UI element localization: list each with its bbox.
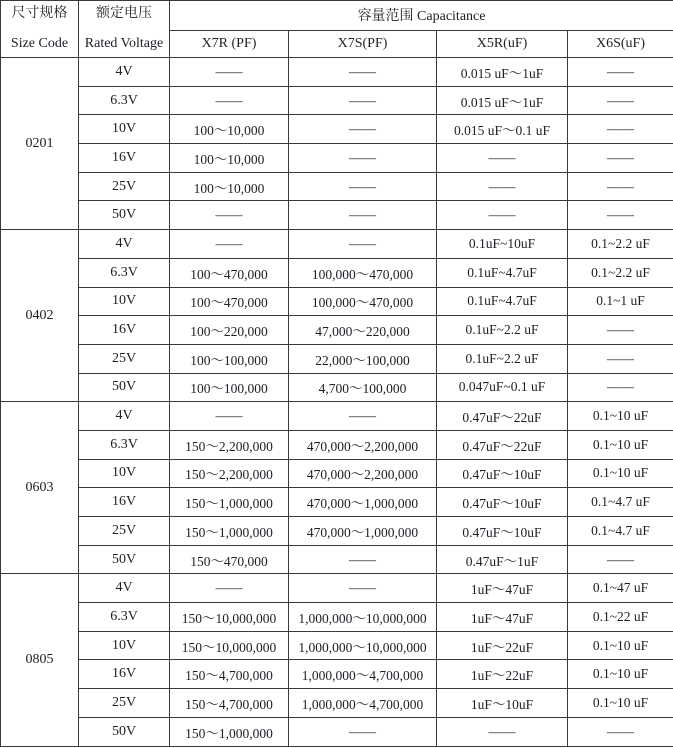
table-row — [1, 631, 673, 660]
x7s-value-cell: —— — [289, 115, 437, 144]
x7r-value-cell: —— — [170, 402, 289, 431]
table-row — [1, 660, 673, 689]
x7s-value-cell: 1,000,000～4,700,000 — [289, 689, 437, 718]
voltage-cell: 25V — [79, 689, 170, 718]
x5r-value-cell: 1uF～47uF — [437, 603, 568, 632]
x7s-value-cell: 1,000,000～10,000,000 — [289, 603, 437, 632]
table-row — [1, 287, 673, 316]
voltage-cell: 6.3V — [79, 258, 170, 287]
x7s-value-cell: 470,000～2,200,000 — [289, 430, 437, 459]
size-code-cell: 0603 — [1, 402, 79, 574]
voltage-cell: 25V — [79, 172, 170, 201]
x7s-value-cell: 470,000～2,200,000 — [289, 459, 437, 488]
x7r-value-cell: —— — [170, 201, 289, 230]
x5r-value-cell: 0.015 uF～0.1 uF — [437, 115, 568, 144]
voltage-cell: 16V — [79, 316, 170, 345]
table-row — [1, 373, 673, 402]
x6s-value-cell: —— — [568, 344, 673, 373]
x7s-value-cell: —— — [289, 201, 437, 230]
x7r-value-cell: 100～10,000 — [170, 115, 289, 144]
x5r-value-cell: —— — [437, 172, 568, 201]
x6s-value-cell: 0.1~10 uF — [568, 459, 673, 488]
x6s-value-cell: 0.1~4.7 uF — [568, 488, 673, 517]
x6s-value-cell: 0.1~47 uF — [568, 574, 673, 603]
voltage-cell: 16V — [79, 488, 170, 517]
x5r-value-cell: 0.47uF～10uF — [437, 517, 568, 546]
x5r-value-cell: 0.1uF~4.7uF — [437, 287, 568, 316]
x7s-value-cell: —— — [289, 230, 437, 259]
voltage-cell: 50V — [79, 717, 170, 746]
x7r-value-cell: 100～100,000 — [170, 373, 289, 402]
x6s-value-cell: 0.1~10 uF — [568, 631, 673, 660]
voltage-cell: 4V — [79, 58, 170, 87]
x5r-value-cell: 0.1uF~10uF — [437, 230, 568, 259]
x7s-value-cell: 4,700～100,000 — [289, 373, 437, 402]
table-row — [1, 517, 673, 546]
x6s-column-header: X6S(uF) — [568, 30, 673, 57]
x7r-value-cell: 100～470,000 — [170, 287, 289, 316]
x6s-value-cell: 0.1~10 uF — [568, 430, 673, 459]
x7r-value-cell: 150～2,200,000 — [170, 459, 289, 488]
voltage-cell: 10V — [79, 631, 170, 660]
x6s-value-cell: —— — [568, 86, 673, 115]
voltage-cell: 50V — [79, 201, 170, 230]
x7r-value-cell: —— — [170, 230, 289, 259]
x7r-value-cell: —— — [170, 58, 289, 87]
table-row — [1, 430, 673, 459]
x7r-value-cell: 150～4,700,000 — [170, 660, 289, 689]
x5r-value-cell: —— — [437, 144, 568, 173]
table-row — [1, 230, 673, 259]
table-row — [1, 717, 673, 746]
x6s-value-cell: —— — [568, 545, 673, 574]
table-row — [1, 316, 673, 345]
voltage-cell: 4V — [79, 230, 170, 259]
x7r-value-cell: 150～1,000,000 — [170, 488, 289, 517]
voltage-cell: 16V — [79, 144, 170, 173]
table-row — [1, 488, 673, 517]
x7r-value-cell: 150～10,000,000 — [170, 603, 289, 632]
x7s-value-cell: 470,000～1,000,000 — [289, 517, 437, 546]
capacitance-span-header: 容量范围 Capacitance — [170, 1, 673, 31]
voltage-cell: 25V — [79, 517, 170, 546]
voltage-cell: 50V — [79, 545, 170, 574]
x7s-value-cell: —— — [289, 172, 437, 201]
x7r-value-cell: 100～100,000 — [170, 344, 289, 373]
rated-voltage-header — [79, 1, 170, 58]
x7r-value-cell: 150～2,200,000 — [170, 430, 289, 459]
x7s-value-cell: 1,000,000～10,000,000 — [289, 631, 437, 660]
x6s-value-cell: 0.1~10 uF — [568, 689, 673, 718]
voltage-cell: 10V — [79, 115, 170, 144]
x7s-value-cell: 470,000～1,000,000 — [289, 488, 437, 517]
x7s-value-cell: —— — [289, 402, 437, 431]
voltage-cell: 10V — [79, 459, 170, 488]
x5r-value-cell: 1uF～10uF — [437, 689, 568, 718]
x6s-value-cell: 0.1~10 uF — [568, 402, 673, 431]
x5r-value-cell: 0.1uF~4.7uF — [437, 258, 568, 287]
header-row-top — [1, 1, 673, 31]
x7s-value-cell: 1,000,000～4,700,000 — [289, 660, 437, 689]
table-row — [1, 58, 673, 87]
x7s-value-cell: —— — [289, 58, 437, 87]
x7s-value-cell: —— — [289, 86, 437, 115]
x6s-value-cell: 0.1~2.2 uF — [568, 230, 673, 259]
x6s-value-cell: 0.1~10 uF — [568, 660, 673, 689]
x7s-column-header: X7S(PF) — [289, 30, 437, 57]
x6s-value-cell: 0.1~1 uF — [568, 287, 673, 316]
x7r-value-cell: 100～470,000 — [170, 258, 289, 287]
size-code-cell: 0201 — [1, 58, 79, 230]
x5r-value-cell: —— — [437, 717, 568, 746]
x7r-value-cell: 100～10,000 — [170, 172, 289, 201]
x5r-value-cell: 0.47uF～10uF — [437, 459, 568, 488]
table-row — [1, 115, 673, 144]
x6s-value-cell: —— — [568, 316, 673, 345]
rated-voltage-header-zh: 额定电压 — [96, 6, 152, 21]
x6s-value-cell: —— — [568, 172, 673, 201]
x6s-value-cell: 0.1~2.2 uF — [568, 258, 673, 287]
voltage-cell: 4V — [79, 574, 170, 603]
x5r-value-cell: 0.47uF～22uF — [437, 402, 568, 431]
x5r-value-cell: 1uF～47uF — [437, 574, 568, 603]
x7r-value-cell: —— — [170, 574, 289, 603]
table-row — [1, 689, 673, 718]
size-code-header-en: Size Code — [10, 35, 69, 51]
x7r-value-cell: 100～220,000 — [170, 316, 289, 345]
voltage-cell: 25V — [79, 344, 170, 373]
x6s-value-cell: —— — [568, 373, 673, 402]
x5r-value-cell: 1uF～22uF — [437, 631, 568, 660]
x6s-value-cell: 0.1~4.7 uF — [568, 517, 673, 546]
size-code-cell: 0402 — [1, 230, 79, 402]
table-row — [1, 459, 673, 488]
x7s-value-cell: —— — [289, 545, 437, 574]
table-row — [1, 258, 673, 287]
x7r-value-cell: 150～10,000,000 — [170, 631, 289, 660]
table-row — [1, 86, 673, 115]
x5r-value-cell: —— — [437, 201, 568, 230]
x7s-value-cell: —— — [289, 574, 437, 603]
x7r-value-cell: 100～10,000 — [170, 144, 289, 173]
table-row — [1, 172, 673, 201]
x7r-value-cell: 150～1,000,000 — [170, 717, 289, 746]
x5r-value-cell: 0.047uF~0.1 uF — [437, 373, 568, 402]
voltage-cell: 6.3V — [79, 430, 170, 459]
size-code-header — [1, 1, 79, 58]
x5r-value-cell: 0.1uF~2.2 uF — [437, 316, 568, 345]
rated-voltage-header-en: Rated Voltage — [84, 35, 164, 51]
table-row — [1, 574, 673, 603]
x6s-value-cell: —— — [568, 115, 673, 144]
table-row — [1, 344, 673, 373]
x7s-value-cell: —— — [289, 717, 437, 746]
x6s-value-cell: —— — [568, 201, 673, 230]
x5r-value-cell: 0.015 uF～1uF — [437, 86, 568, 115]
x7s-value-cell: 47,000～220,000 — [289, 316, 437, 345]
x7s-value-cell: —— — [289, 144, 437, 173]
x7r-value-cell: 150～470,000 — [170, 545, 289, 574]
x6s-value-cell: —— — [568, 717, 673, 746]
table-row — [1, 545, 673, 574]
x7r-value-cell: —— — [170, 86, 289, 115]
table-row — [1, 144, 673, 173]
x5r-value-cell: 0.1uF~2.2 uF — [437, 344, 568, 373]
x5r-column-header: X5R(uF) — [437, 30, 568, 57]
x6s-value-cell: —— — [568, 144, 673, 173]
x6s-value-cell: 0.1~22 uF — [568, 603, 673, 632]
voltage-cell: 6.3V — [79, 86, 170, 115]
x7s-value-cell: 100,000～470,000 — [289, 287, 437, 316]
x7s-value-cell: 22,000～100,000 — [289, 344, 437, 373]
table-row — [1, 402, 673, 431]
x7s-value-cell: 100,000～470,000 — [289, 258, 437, 287]
x7r-value-cell: 150～4,700,000 — [170, 689, 289, 718]
x7r-column-header: X7R (PF) — [170, 30, 289, 57]
voltage-cell: 16V — [79, 660, 170, 689]
x5r-value-cell: 0.47uF～1uF — [437, 545, 568, 574]
x6s-value-cell: —— — [568, 58, 673, 87]
voltage-cell: 50V — [79, 373, 170, 402]
size-code-cell: 0805 — [1, 574, 79, 746]
x5r-value-cell: 0.015 uF～1uF — [437, 58, 568, 87]
table-row — [1, 201, 673, 230]
size-code-header-zh: 尺寸规格 — [11, 6, 68, 21]
x5r-value-cell: 0.47uF～10uF — [437, 488, 568, 517]
x7r-value-cell: 150～1,000,000 — [170, 517, 289, 546]
x5r-value-cell: 0.47uF～22uF — [437, 430, 568, 459]
table-row — [1, 603, 673, 632]
voltage-cell: 10V — [79, 287, 170, 316]
x5r-value-cell: 1uF～22uF — [437, 660, 568, 689]
voltage-cell: 6.3V — [79, 603, 170, 632]
voltage-cell: 4V — [79, 402, 170, 431]
